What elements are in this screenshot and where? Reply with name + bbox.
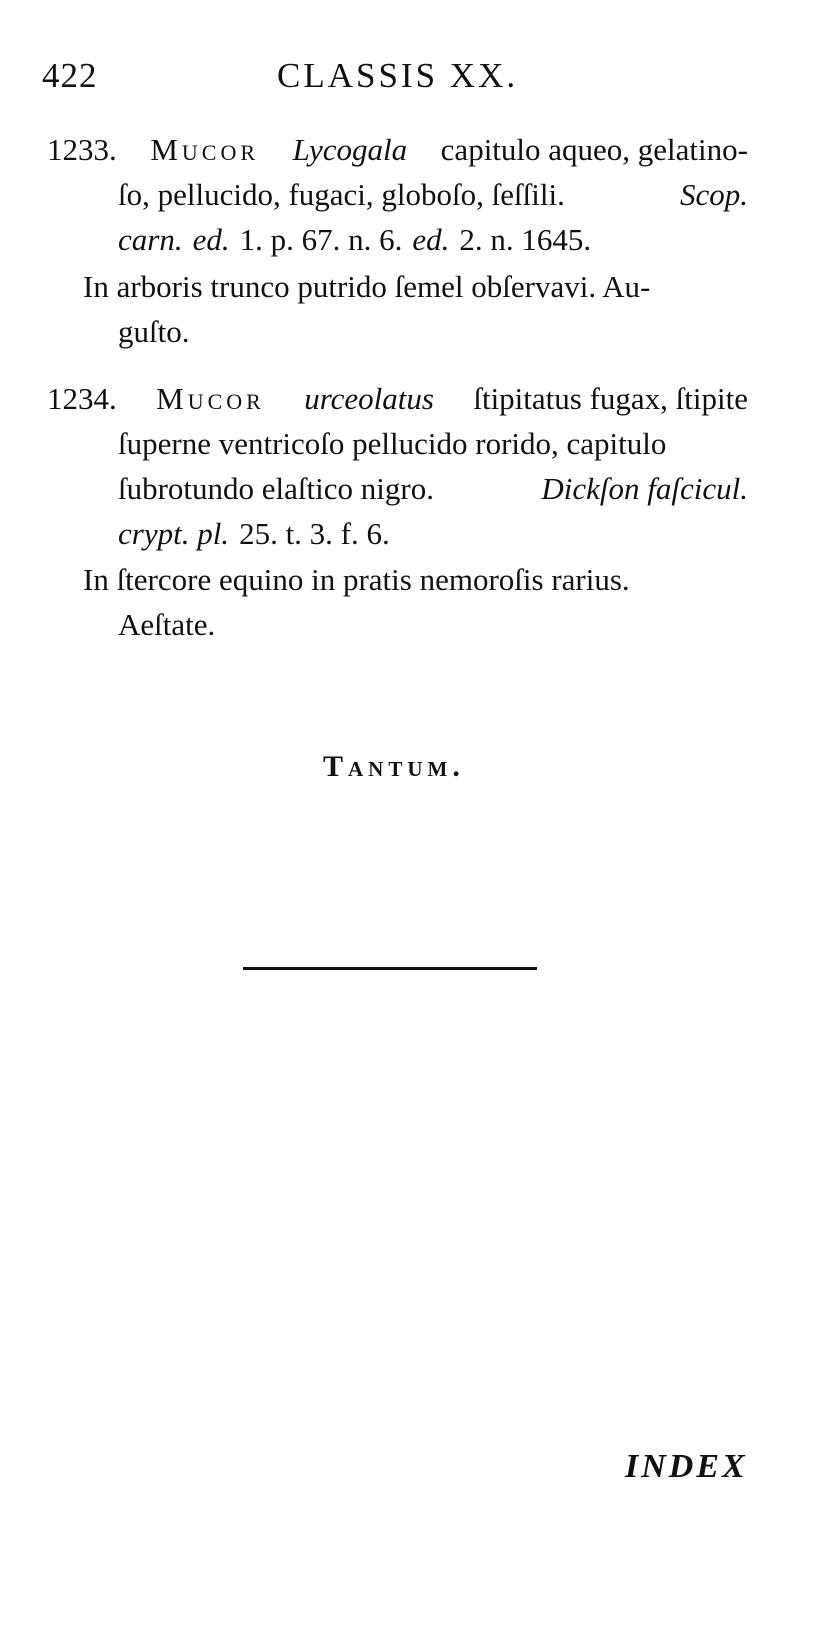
genus-name: Mucor: [156, 381, 265, 416]
entry-line: [118, 511, 748, 556]
habitat-text: guſto.: [118, 314, 190, 349]
entry-number: 1234.: [47, 381, 117, 416]
entry-line: [47, 127, 748, 172]
reference-author: Scop.: [679, 177, 748, 212]
habitat-line: [118, 602, 748, 647]
species-name: urceolatus: [304, 381, 434, 416]
reference-work: crypt. pl.: [118, 516, 230, 551]
entry-line: [118, 466, 748, 511]
habitat-line: [83, 557, 748, 602]
entry-line: [47, 376, 748, 421]
reference-author: Dickſon faſcicul.: [541, 471, 748, 506]
habitat-line: [118, 309, 748, 354]
description-text: capitulo aqueo, gelatino-: [440, 132, 748, 167]
reference-edition: ed.: [192, 222, 230, 257]
reference-citation: 25. t. 3. f. 6.: [239, 516, 390, 551]
habitat-line: [83, 264, 748, 309]
entry-number: 1233.: [47, 132, 117, 167]
habitat-text: In arboris trunco putrido ſemel obſervavi. Au-: [83, 269, 651, 304]
page-number: 422: [42, 56, 98, 95]
reference-work: carn.: [118, 222, 183, 257]
entry-line: [118, 421, 748, 466]
habitat-text: In ſtercore equino in pratis nemoroſis rarius.: [83, 562, 630, 597]
description-text: ſubrotundo elaſtico nigro.: [118, 471, 434, 506]
catchword: INDEX: [625, 1448, 748, 1485]
reference-citation: 1. p. 67. n. 6.: [239, 222, 403, 257]
entry-line: [118, 172, 748, 217]
reference-edition: ed.: [412, 222, 450, 257]
habitat-text: Aeſtate.: [118, 607, 216, 642]
horizontal-rule: [243, 967, 537, 970]
reference-citation: 2. n. 1645.: [459, 222, 592, 257]
description-text: ſtipitatus fugax, ſtipite: [473, 381, 748, 416]
genus-name: Mucor: [150, 132, 260, 167]
description-text: ſo, pellucido, fugaci, globoſo, ſeſſili.: [118, 177, 565, 212]
species-name: Lycogala: [292, 132, 408, 167]
description-text: ſuperne ventricoſo pellucido rorido, capitulo: [118, 426, 667, 461]
entry-line: [118, 217, 748, 262]
running-title: CLASSIS XX.: [277, 56, 519, 95]
finis-label: Tantum.: [323, 750, 465, 783]
